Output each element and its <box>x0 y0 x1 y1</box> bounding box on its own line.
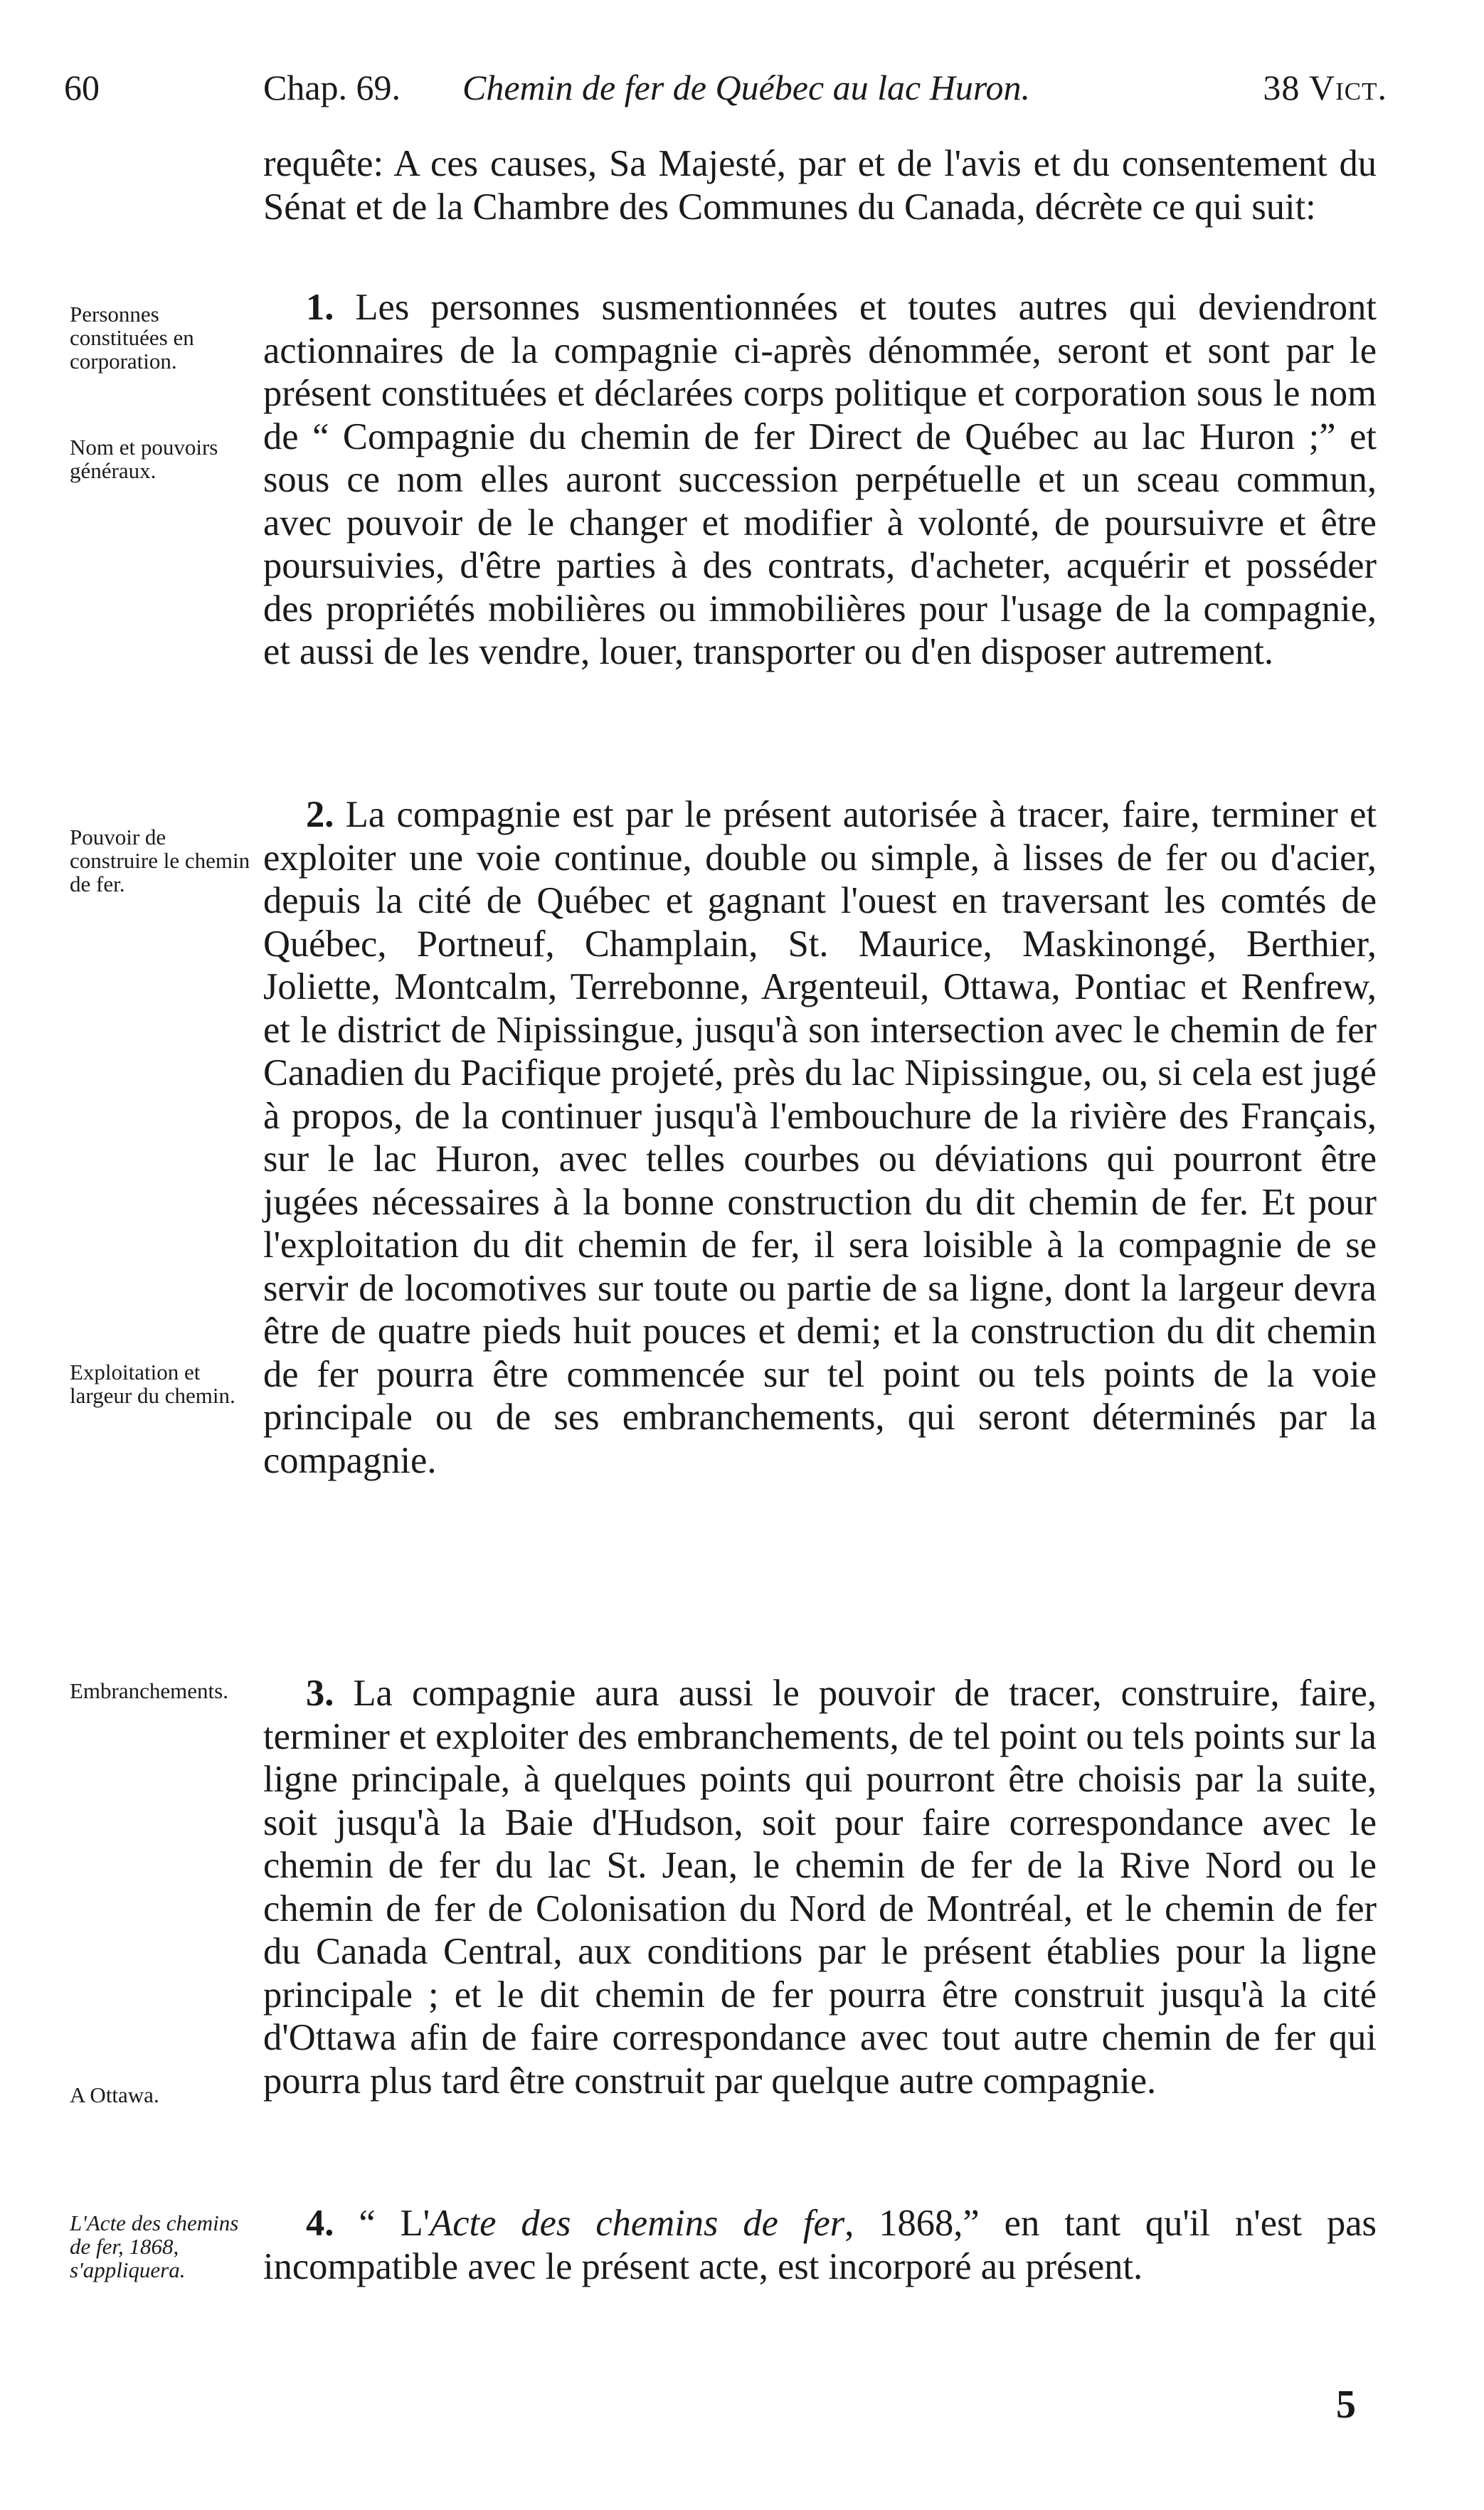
section-body: La compagnie aura aussi le pouvoir de tracer, construire, faire, terminer et exploiter des embranchements, de tel point ou tels points sur la ligne principale, à quelques points qui pourront être choisis par la suite, soit jusqu'à la Baie d'Hudson, soit pour faire correspondance avec le chemin de fer du lac St. Jean, le chemin de fer de la Rive Nord ou le chemin de fer de Colonisation du Nord de Montréal, et le chemin de fer du Canada Central, aux conditions par le présent établies pour la ligne principale ; et le dit chemin de fer pourra être construit jusqu'à la cité d'Ottawa afin de faire correspondance avec tout autre chemin de fer qui pourra plus tard être construit par quelque autre compagnie. <box>263 1673 1377 2102</box>
margin-note-corporation: Personnes constituées en corporation. <box>70 302 194 374</box>
act-title: Acte des chemins de fer <box>430 2203 845 2244</box>
section-number: 2. <box>306 794 334 835</box>
section-number: 4. <box>306 2203 334 2244</box>
section-1 <box>263 286 1377 674</box>
margin-note-construct: Pouvoir de construire le chemin de fer. <box>70 825 250 896</box>
margin-note-name-powers: Nom et pouvoirs généraux. <box>70 435 218 483</box>
margin-note-branches: Embranchements. <box>70 1678 228 1703</box>
margin-note-ottawa: A Ottawa. <box>70 2082 159 2107</box>
page-number: 60 <box>64 68 100 107</box>
section-number: 3. <box>306 1673 334 1714</box>
section-body-rest: , 1868,” en tant qu'il n'est pas incompatible avec le présent acte, est incorporé au présent. <box>263 2203 1377 2287</box>
section-2 <box>263 793 1377 1482</box>
section-body: Les personnes susmentionnées et toutes autres qui deviendront actionnaires de la compagnie ci-après dénommée, seront et sont par le présent constituées et déclarées corps politique et corporation sous le nom de “ Compagnie du chemin de fer Direct de Québec au lac Huron ;” et sous ce nom elles auront succession perpétuelle et un sceau commun, avec pouvoir de le changer et modifier à volonté, de poursuivre et être poursuivies, d'être parties à des contrats, d'acheter, acquérir et posséder des propriétés mobilières ou immobilières pour l'usage de la compagnie, et aussi de les vendre, louer, transporter ou d'en disposer autrement. <box>263 287 1377 672</box>
signature-mark: 5 <box>1336 2383 1356 2427</box>
section-number: 1. <box>306 287 334 328</box>
section-4 <box>263 2202 1377 2288</box>
paragraph-preamble <box>263 142 1377 228</box>
section-3-text <box>263 1672 1377 2102</box>
section-4-text <box>263 2202 1377 2288</box>
paragraph-text: requête: A ces causes, Sa Majesté, par et de l'avis et du consentement du Sénat et de la Chambre des Communes du Canada, décrète ce qui suit: <box>263 143 1377 228</box>
section-body-open: “ L' <box>334 2203 430 2244</box>
margin-note-railway-act: L'Acte des chemins de fer, 1868, s'appliquera. <box>70 2210 239 2282</box>
chapter-label: Chap. 69. <box>263 68 401 107</box>
margin-note-exploitation: Exploitation et largeur du chemin. <box>70 1360 235 1408</box>
running-header <box>64 63 1387 112</box>
regnal-year: 38 Vict. <box>1263 68 1387 107</box>
section-body: La compagnie est par le présent autorisée à tracer, faire, terminer et exploiter une voie continue, double ou simple, à lisses de fer ou d'acier, depuis la cité de Québec et gagnant l'ouest en traversant les comtés de Québec, Portneuf, Champlain, St. Maurice, Maskinongé, Berthier, Joliette, Montcalm, Terrebonne, Argenteuil, Ottawa, Pontiac et Renfrew, et le district de Nipissingue, jusqu'à son intersection avec le chemin de fer Canadien du Pacifique projeté, près du lac Nipissingue, ou, si cela est jugé à propos, de la continuer jusqu'à l'embouchure de la rivière des Français, sur le lac Huron, avec telles courbes ou déviations qui pourront être jugées nécessaires à la bonne construction du dit chemin de fer. Et pour l'exploitation du dit chemin de fer, il sera loisible à la compagnie de se servir de locomotives sur toute ou partie de sa ligne, dont la largeur devra être de quatre pieds huit pouces et demi; et la construction du dit chemin de fer pourra être commencée sur tel point ou tels points de la voie principale ou de ses embranchements, qui seront déterminés par la compagnie. <box>263 794 1377 1481</box>
running-title: Chemin de fer de Québec au lac Huron. <box>462 68 1030 107</box>
section-3 <box>263 1672 1377 2102</box>
section-1-text <box>263 286 1377 674</box>
section-2-text <box>263 793 1377 1482</box>
